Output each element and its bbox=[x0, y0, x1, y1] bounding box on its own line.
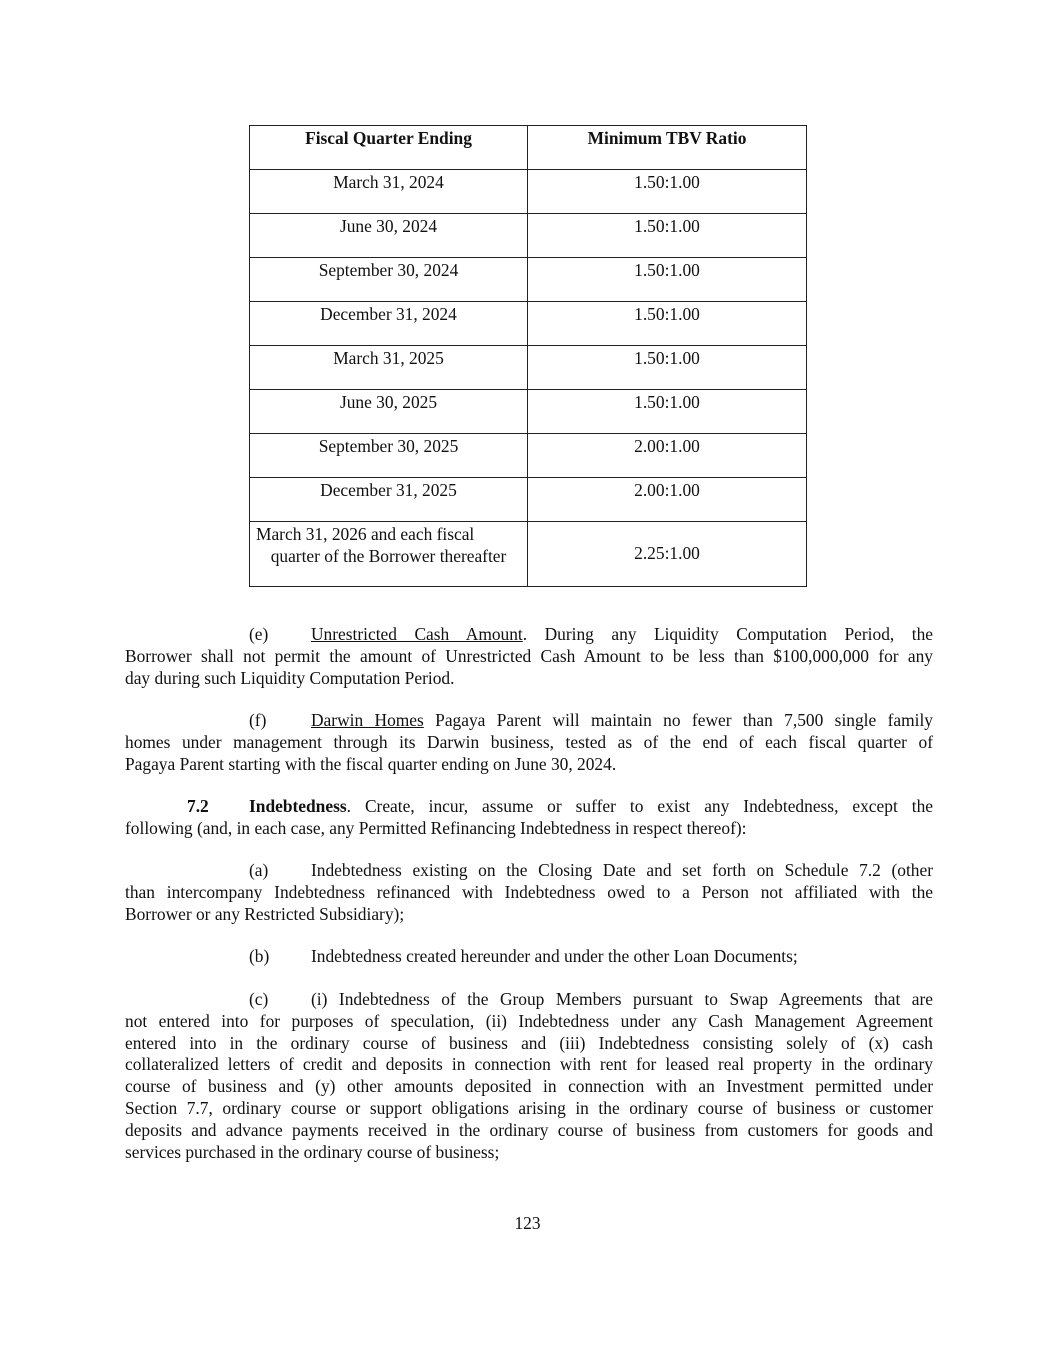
paragraph-f bbox=[125, 710, 933, 775]
paragraph-marker: (c) bbox=[249, 989, 269, 1009]
quarter-cell: December 31, 2025 bbox=[250, 478, 528, 522]
table-row bbox=[250, 170, 807, 214]
tbv-ratio-table bbox=[249, 125, 807, 587]
section-number: 7.2 bbox=[187, 796, 209, 816]
paragraph-text: Section 7.7, ordinary course or support obligations arising in the ordinary course of business or customer bbox=[125, 1097, 933, 1118]
paragraph-title: Darwin Homes bbox=[311, 710, 424, 730]
table-row bbox=[250, 390, 807, 434]
quarter-cell: June 30, 2024 bbox=[250, 214, 528, 258]
paragraph-text: entered into in the ordinary course of business and (iii) Indebtedness consisting solely of (x) cash bbox=[125, 1032, 933, 1053]
quarter-cell bbox=[250, 522, 528, 587]
paragraph-text: than intercompany Indebtedness refinanced with Indebtedness owed to a Person not affiliated with the bbox=[125, 881, 933, 902]
paragraph-text: Pagaya Parent will maintain no fewer than 7,500 single family bbox=[423, 710, 933, 730]
paragraph-text: day during such Liquidity Computation Period. bbox=[125, 667, 455, 688]
ratio-cell: 2.00:1.00 bbox=[528, 478, 807, 522]
ratio-cell: 1.50:1.00 bbox=[528, 390, 807, 434]
table-row bbox=[250, 478, 807, 522]
table-row bbox=[250, 302, 807, 346]
paragraph-a bbox=[125, 860, 933, 925]
paragraph-text: collateralized letters of credit and deposits in connection with rent for leased real property in the ordinary bbox=[125, 1054, 933, 1075]
paragraph-e bbox=[125, 624, 933, 689]
paragraph-text: deposits and advance payments received in the ordinary course of business from customers for goods and bbox=[125, 1119, 933, 1140]
paragraph-text: homes under management through its Darwin business, tested as of the end of each fiscal quarter of bbox=[125, 731, 933, 752]
paragraph-marker: (b) bbox=[249, 946, 270, 966]
header-minimum-tbv-ratio: Minimum TBV Ratio bbox=[528, 126, 807, 170]
paragraph-text: services purchased in the ordinary course of business; bbox=[125, 1141, 500, 1162]
table-row-last bbox=[250, 522, 807, 587]
paragraph-text: (i) Indebtedness of the Group Members pursuant to Swap Agreements that are bbox=[311, 989, 933, 1009]
table-header-row bbox=[250, 126, 807, 170]
ratio-cell: 2.25:1.00 bbox=[528, 522, 807, 587]
ratio-cell: 1.50:1.00 bbox=[528, 170, 807, 214]
paragraph-text: course of business and (y) other amounts deposited in connection with an Investment permitted under bbox=[125, 1076, 933, 1097]
page-number: 123 bbox=[514, 1213, 541, 1233]
quarter-cell: September 30, 2024 bbox=[250, 258, 528, 302]
ratio-cell: 1.50:1.00 bbox=[528, 258, 807, 302]
header-fiscal-quarter: Fiscal Quarter Ending bbox=[250, 126, 528, 170]
ratio-cell: 2.00:1.00 bbox=[528, 434, 807, 478]
quarter-cell: September 30, 2025 bbox=[250, 434, 528, 478]
paragraph-text: . During any Liquidity Computation Period, the bbox=[522, 624, 933, 644]
ratio-cell: 1.50:1.00 bbox=[528, 214, 807, 258]
quarter-cell: December 31, 2024 bbox=[250, 302, 528, 346]
paragraph-b bbox=[125, 946, 933, 968]
paragraph-text: Pagaya Parent starting with the fiscal quarter ending on June 30, 2024. bbox=[125, 753, 617, 774]
table-row bbox=[250, 434, 807, 478]
paragraph-text: Borrower or any Restricted Subsidiary); bbox=[125, 903, 405, 924]
paragraph-marker: (f) bbox=[249, 710, 267, 730]
paragraph-text: not entered into for purposes of speculation, (ii) Indebtedness under any Cash Management Agreement bbox=[125, 1010, 933, 1031]
table-row bbox=[250, 214, 807, 258]
table-row bbox=[250, 258, 807, 302]
quarter-cell: March 31, 2024 bbox=[250, 170, 528, 214]
section-title: Indebtedness bbox=[249, 796, 347, 816]
paragraph-text: Indebtedness existing on the Closing Date and set forth on Schedule 7.2 (other bbox=[311, 860, 933, 880]
paragraph-marker: (a) bbox=[249, 860, 269, 880]
paragraph-c bbox=[125, 989, 933, 1163]
section-7-2 bbox=[125, 796, 933, 840]
paragraph-marker: (e) bbox=[249, 624, 269, 644]
quarter-cell: March 31, 2025 bbox=[250, 346, 528, 390]
paragraph-text: Indebtedness created hereunder and under the other Loan Documents; bbox=[311, 946, 798, 966]
paragraph-text: Borrower shall not permit the amount of Unrestricted Cash Amount to be less than $100,000,000 for any bbox=[125, 645, 933, 666]
ratio-cell: 1.50:1.00 bbox=[528, 346, 807, 390]
quarter-cell-line: March 31, 2026 and each fiscal bbox=[256, 524, 475, 544]
ratio-cell: 1.50:1.00 bbox=[528, 302, 807, 346]
paragraph-text: . Create, incur, assume or suffer to exist any Indebtedness, except the bbox=[346, 796, 933, 816]
quarter-cell-line: quarter of the Borrower thereafter bbox=[270, 545, 507, 566]
quarter-cell: June 30, 2025 bbox=[250, 390, 528, 434]
paragraph-text: following (and, in each case, any Permitted Refinancing Indebtedness in respect thereof): bbox=[125, 817, 747, 838]
paragraph-title: Unrestricted Cash Amount bbox=[311, 624, 523, 644]
table-row bbox=[250, 346, 807, 390]
